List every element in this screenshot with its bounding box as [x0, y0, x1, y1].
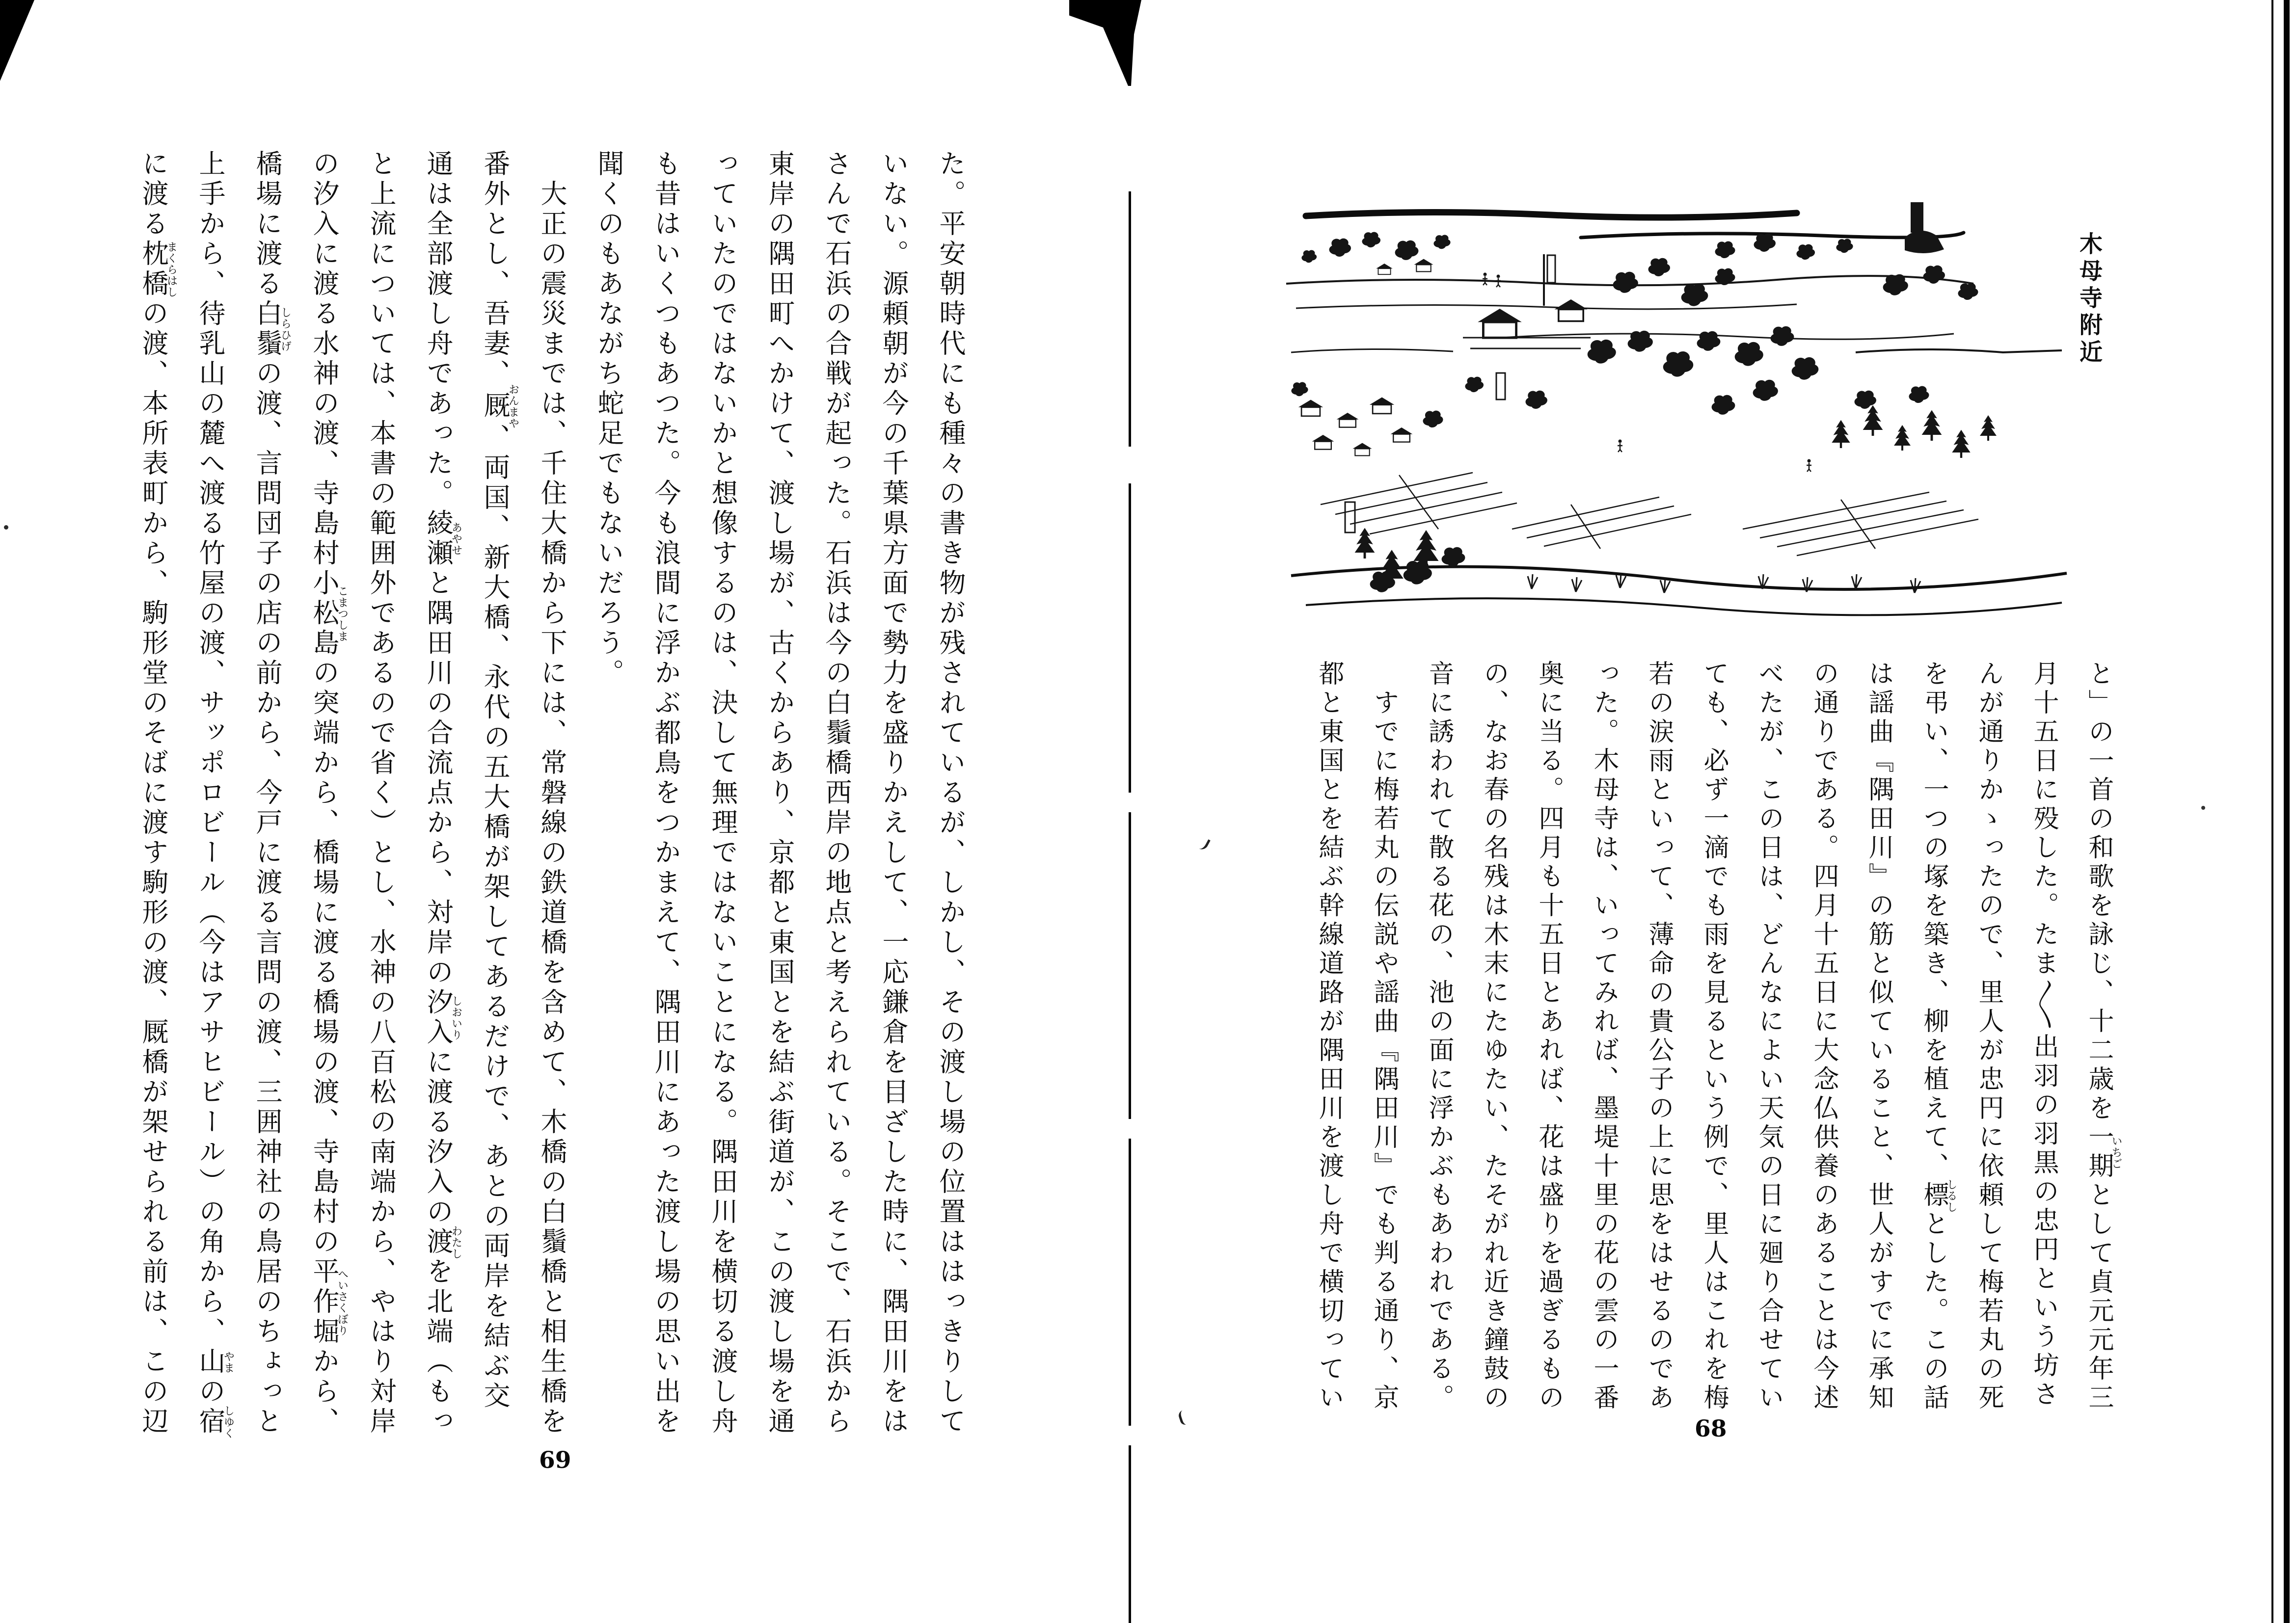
text-column: べたが、この日は、どんなによい天気の日に廻り合せてい: [1755, 660, 1783, 1413]
text-column: んが通りかゝったので、里人が忠円に依頼して梅若丸の死: [1974, 660, 2002, 1413]
text-column: と」の一首の和歌を詠じ、十二歳を一期いちごとして貞元元年三: [2084, 660, 2123, 1413]
gutter-line: [1129, 1445, 1131, 1623]
text-column: いない。源頼朝が今の千葉県方面で勢力を盛りかえして、一応鎌倉を目ざした時に、隅田川をは: [879, 150, 908, 1437]
text-column: 番外とし、吾妻、厩おんまや、両国、新大橋、永代の五大橋が架してあるだけで、あとの両岸を結ぶ交: [480, 150, 520, 1411]
text-column: 大正の震災までは、千住大橋から下には、常磐線の鉄道橋を含めて、木橋の白鬚橋と相生橋を: [537, 150, 567, 1437]
text-column: に渡る枕橋まくらはしの渡、本所表町から、駒形堂のそばに渡す駒形の渡、厩橋が架せられる前は、この辺: [138, 150, 178, 1437]
text-column: 音に誘われて散る花の、池の面に浮かぶもあわれである。: [1425, 660, 1453, 1413]
text-column: 若の涙雨といって、薄命の貴公子の上に思をはせるのであ: [1645, 660, 1673, 1413]
text-column: も昔はいくつもあつた。今も浪間に浮かぶ都鳥をつかまえて、隅田川にあった渡し場の思い出を: [651, 150, 680, 1437]
text-column: 月十五日に殁した。たま〱出羽の羽黒の忠円という坊さ: [2029, 660, 2057, 1410]
gutter-line: [1129, 483, 1131, 793]
page-69-text: [124, 150, 979, 1458]
text-column: 奥に当る。四月も十五日とあれば、花は盛りを過ぎるもの: [1535, 660, 1563, 1413]
page-edge-line: [2284, 0, 2290, 1623]
text-column: 聞くのもあながち蛇足でもないだろう。: [594, 150, 623, 689]
page-number-69: 69: [539, 1447, 571, 1474]
page-68-text: [1296, 660, 2126, 1451]
woodblock-illustration: [1276, 190, 2081, 622]
text-column: 東岸の隅田町へかけて、渡し場が、古くからあり、京都と東国とを結ぶ街道が、この渡し場を通: [765, 150, 794, 1437]
text-column: 通は全部渡し舟であった。綾瀬あやせと隅田川の合流点から、対岸の汐入しおいりに渡る汐入の渡わたしを北端（もっ: [423, 150, 463, 1437]
text-column: 都と東国とを結ぶ幹線道路が隅田川を渡し舟で横切ってい: [1315, 660, 1343, 1413]
gutter-ink-blob: [1069, 0, 1143, 86]
text-column: の、なお春の名残は木末にたゆたい、たそがれ近き鐘鼓の: [1480, 660, 1508, 1413]
text-column: の通りである。四月十五日に大念仏供養のあることは今述: [1810, 660, 1837, 1413]
scan-speck: [1177, 1408, 1194, 1426]
scan-corner-shadow: [0, 0, 34, 81]
text-column: は謡曲『隅田川』の筋と似ていること、世人がすでに承知: [1864, 660, 1892, 1413]
text-column: った。木母寺は、いってみれば、墨堤十里の花の雲の一番: [1590, 660, 1618, 1413]
text-column: を弔い、一つの塚を築き、柳を植えて、標しるしとした。この話: [1919, 660, 1958, 1413]
gutter-line: [1129, 1139, 1131, 1426]
text-column: の汐入に渡る水神の渡、寺島村小松島こまつしまの突端から、橋場に渡る橋場の渡、寺島村の平作堀へいさくぼりから、: [309, 150, 349, 1437]
gutter-line: [1129, 812, 1131, 1119]
text-column: と上流については、本書の範囲外であるので省く）とし、水神の八百松の南端から、やはり対岸: [366, 150, 396, 1437]
text-column: 橋場に渡る白鬚しらひげの渡、言問団子の店の前から、今戸に渡る言問の渡、三囲神社の鳥居のちょっと: [252, 150, 292, 1437]
text-column: 上手から、待乳山の麓へ渡る竹屋の渡、サッポロビール（今はアサヒビール）の角から、山やまの宿しゆく: [195, 150, 235, 1439]
scan-speck: [1195, 836, 1211, 852]
text-column: ても、必ず一滴でも雨を見るという例で、里人はこれを梅: [1700, 660, 1728, 1413]
illustration-caption: 木母寺附近: [2076, 232, 2102, 367]
text-column: た。平安朝時代にも種々の書き物が残されているが、しかし、その渡し場の位置ははっきりして: [936, 150, 965, 1437]
scan-speck: [4, 525, 8, 530]
page-number-68: 68: [1695, 1415, 1727, 1442]
text-column: すでに梅若丸の伝説や謡曲『隅田川』でも判る通り、京: [1370, 660, 1398, 1413]
scan-speck: [2201, 806, 2205, 810]
page-edge-line: [2271, 0, 2273, 1623]
text-column: っていたのではないかと想像するのは、決して無理ではないことになる。隅田川を横切る渡し舟: [708, 150, 737, 1437]
gutter-line: [1129, 191, 1131, 447]
text-column: さんで石浜の合戦が起った。石浜は今の白鬚橋西岸の地点と考えられている。そこで、石浜から: [822, 150, 851, 1437]
